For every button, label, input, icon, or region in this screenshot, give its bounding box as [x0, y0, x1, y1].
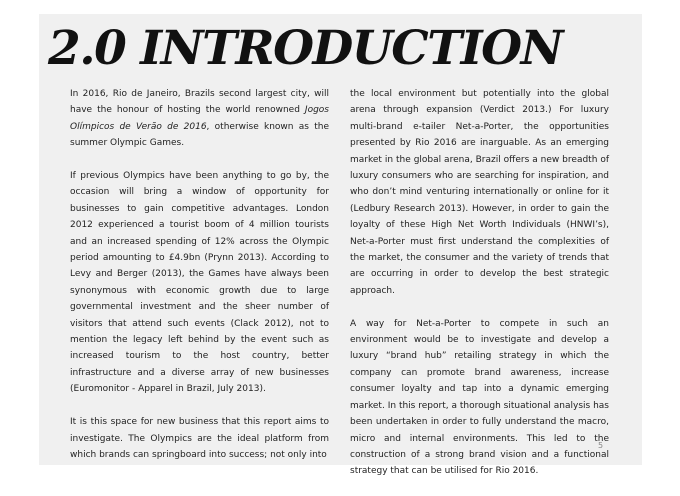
page-number: 5 — [598, 441, 604, 450]
intro-paragraph-5: A way for Net-a-Porter to compete in such an environment would be to investigate and develop a luxury “brand hub” retailing strategy in which the company can promote brand awareness, increase consumer loyalty and tap into a dynamic emerging market. In this report, a thorough situational analysis has been undertaken in order to fully understand the macro, micro and internal environments. This led to the construction of a strong brand vision and a functional strategy that can be utilised for Rio 2016. — [350, 318, 609, 477]
intro-paragraph-1-text-b: , otherwise known as the summer Olympic Games. — [70, 121, 329, 149]
intro-paragraph-1-text-a: In 2016, Rio de Janeiro, Brazils second largest city, will have the honour of hosting the world renowned — [70, 89, 329, 116]
right-column — [350, 86, 609, 496]
page-title: 2.0 INTRODUCTION — [48, 21, 563, 76]
intro-paragraph-2: If previous Olympics have been anything to go by, the occasion will bring a window of opportunity for businesses to gain competitive advantages. London 2012 experienced a tourist boom of 4 million tourists and an increased spending of 12% across the Olympic period amounting to £4.9bn (Prynn 2013). According to Levy and Berger (2013), the Games have always been synonymous with economic growth due to large governmental investment and the sheer number of visitors that attend such events (Clack 2012), not to mention the legacy left behind by the event such as increased tourism to the host country, better infrastructure and a diverse array of new businesses (Euromonitor - Apparel in Brazil, July 2013). — [70, 171, 329, 395]
intro-paragraph-4: the local environment but potentially into the global arena through expansion (Verdict 2013.) For luxury multi-brand e-tailer Net-a-Porter, the opportunities presented by Rio 2016 are inarguable. As an emerging market in the global arena, Brazil offers a new breadth of luxury consumers who are searching for inspiration, and who don’t mind venturing internationally or online for it (Ledbury Research 2013). However, in order to gain the loyalty of these High Net Worth Individuals (HNWI’s), Net-a-Porter must first understand the complexities of the market, the consumer and the variety of trends that are occurring in order to develop the best strategic approach. — [350, 89, 609, 296]
intro-paragraph-3: It is this space for new business that this report aims to investigate. The Olympics are the ideal platform from which brands can springboard into success; not only into — [70, 417, 329, 460]
intro-paragraph-1 — [70, 86, 329, 152]
left-column — [70, 86, 329, 480]
olympics-portuguese-name: Jogos Olímpicos de Verão de 2016 — [70, 105, 329, 132]
